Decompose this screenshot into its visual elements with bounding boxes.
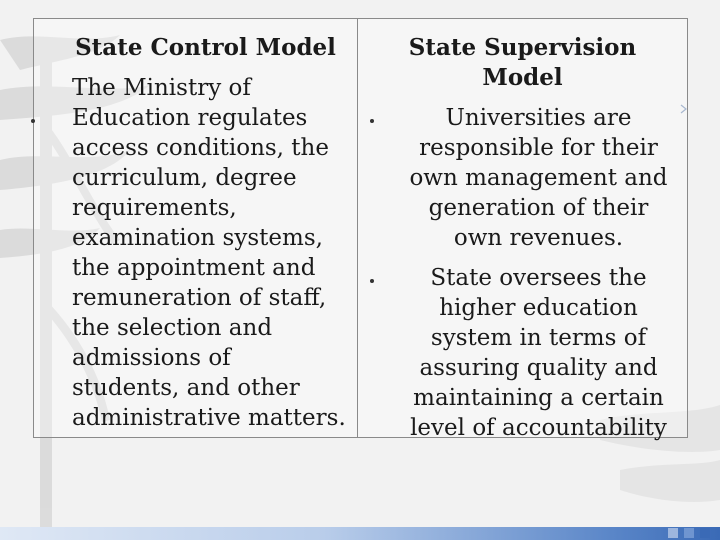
state-supervision-bullet-2: State oversees the higher education system in terms of assuring quality and maintaining a certain level of accountability (410, 265, 667, 441)
table-edge-marker-icon (680, 104, 688, 114)
bullet-icon (31, 119, 35, 123)
footer-square-icon (668, 528, 678, 538)
state-supervision-bullet-1: Universities are responsible for their own management and generation of their own revenues. (409, 105, 668, 251)
footer-square-icon (684, 528, 694, 538)
footer-square-icon (700, 528, 710, 538)
bullet-icon (370, 279, 374, 283)
state-supervision-title: State Supervision Model (408, 34, 637, 91)
state-control-column (33, 18, 358, 438)
bullet-icon (370, 119, 374, 123)
state-control-title: State Control Model (75, 34, 336, 61)
state-supervision-column (358, 18, 688, 441)
state-control-bullet-text: The Ministry of Education regulates access conditions, the curriculum, degree requirements, examination systems, the appointment and remuneration of staff, the selection and admissions of students, and other administrative matters. (72, 75, 346, 431)
comparison-table (33, 18, 688, 441)
slide-footer-bar (0, 527, 720, 540)
